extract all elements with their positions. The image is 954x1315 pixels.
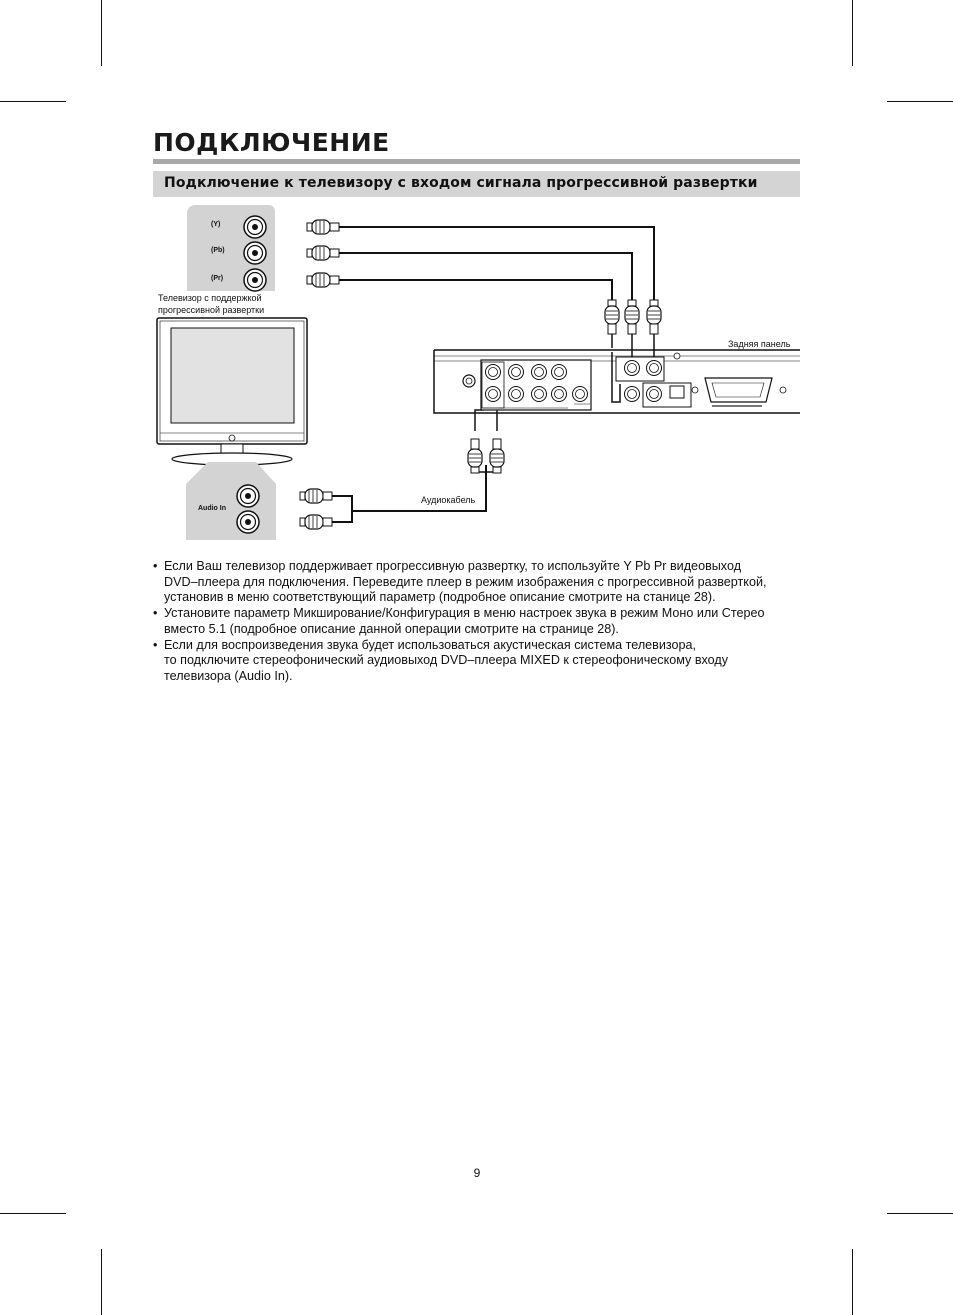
tv-component-input-panel [187,205,275,291]
audio-cable-label: Аудиокабель [421,495,476,505]
port-label-y: (Y) [211,221,221,228]
notes-list [153,559,813,685]
dvd-rear-panel [434,350,800,413]
note-item: • Установите параметр Микширование/Конфигурация в меню настроек звука в режим Моно или Стерео вместо 5.1 (подробное описание данной операции смотрите на странице 28). [153,606,813,637]
note-item: • Если для воспроизведения звука будет использоваться акустическая система телевизора, то подключите стереофонический аудиовыход DVD–плеера MIXED к стереофоническому входу телевизора (Audio In). [153,638,813,685]
port-label-audio-in: Audio In [198,505,226,512]
tv-set [157,318,307,465]
rear-panel-label: Задняя панель [728,339,791,349]
port-label-pb: (Pb) [211,247,225,254]
note-item: • Если Ваш телевизор поддерживает прогрессивную развертку, то используйте Y Pb Pr видеовыход DVD–плеера для подключения. Переведите плеер в режим изображения с прогрессивной разверткой, установив в меню соответствующий параметр (подробное описание смотрите на станице 28). [153,559,813,606]
page-number: 9 [473,1166,481,1180]
connection-diagram [0,0,954,560]
crop-mark [887,1213,953,1214]
port-label-pr: (Pr) [211,275,224,282]
section-heading: Подключение к телевизору с входом сигнала прогрессивной развертки [164,175,758,191]
crop-mark [852,1249,853,1315]
page-title: ПОДКЛЮЧЕНИЕ [153,128,390,157]
component-video-cable [339,227,654,300]
tv-label: Телевизор с поддержкой прогрессивной развертки [158,293,265,315]
tv-audio-input-panel [186,462,276,540]
crop-mark [0,1213,66,1214]
crop-mark [101,1249,102,1315]
